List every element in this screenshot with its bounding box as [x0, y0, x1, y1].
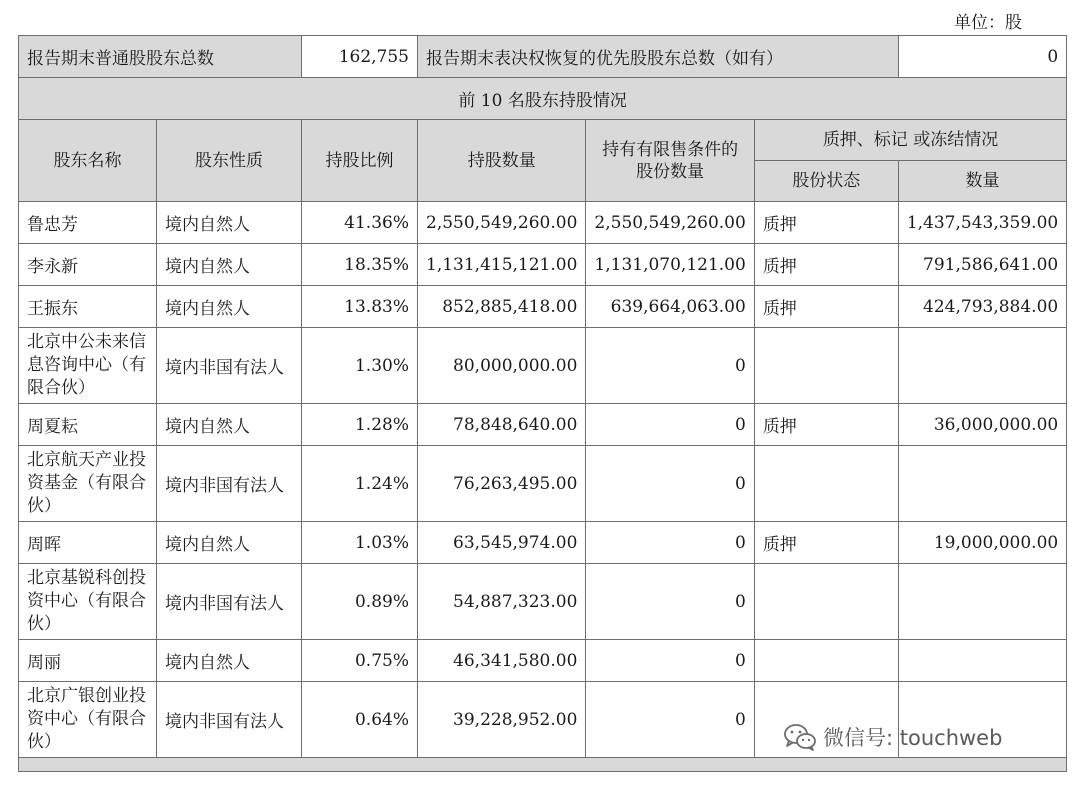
- holding-quantity: 2,550,549,260.00: [418, 202, 586, 244]
- header-row-1: [19, 120, 1067, 161]
- header-pledge-group: 质押、标记 或冻结情况: [754, 120, 1066, 161]
- holding-quantity: 39,228,952.00: [418, 682, 586, 758]
- pledge-amount: 424,793,884.00: [898, 286, 1066, 328]
- unit-label: 单位：股: [954, 13, 1022, 33]
- pledge-status: [754, 328, 898, 404]
- holder-name: 周晖: [19, 522, 157, 564]
- holder-name: 北京航天产业投资基金（有限合伙）: [19, 446, 157, 522]
- holding-ratio: 1.03%: [302, 522, 418, 564]
- holder-nature: 境内自然人: [157, 522, 302, 564]
- holding-quantity: 852,885,418.00: [418, 286, 586, 328]
- shareholder-table: [18, 35, 1067, 772]
- preferred-holders-value: 0: [898, 36, 1066, 78]
- pledge-status: [754, 446, 898, 522]
- restricted-quantity: 0: [586, 564, 754, 640]
- holder-name: 北京广银创业投资中心（有限合伙）: [19, 682, 157, 758]
- holding-quantity: 1,131,415,121.00: [418, 244, 586, 286]
- holding-ratio: 18.35%: [302, 244, 418, 286]
- pledge-amount: [898, 564, 1066, 640]
- table-footer-band: [19, 758, 1067, 772]
- pledge-amount: 791,586,641.00: [898, 244, 1066, 286]
- table-row: [19, 328, 1067, 404]
- holder-nature: 境内非国有法人: [157, 564, 302, 640]
- pledge-status: 质押: [754, 404, 898, 446]
- pledge-status: 质押: [754, 244, 898, 286]
- holder-nature: 境内非国有法人: [157, 328, 302, 404]
- pledge-status: [754, 640, 898, 682]
- holding-ratio: 0.64%: [302, 682, 418, 758]
- holding-ratio: 1.28%: [302, 404, 418, 446]
- holding-quantity: 78,848,640.00: [418, 404, 586, 446]
- holding-ratio: 0.75%: [302, 640, 418, 682]
- holding-ratio: 13.83%: [302, 286, 418, 328]
- pledge-amount: 1,437,543,359.00: [898, 202, 1066, 244]
- holder-nature: 境内自然人: [157, 640, 302, 682]
- restricted-quantity: 0: [586, 404, 754, 446]
- holder-nature: 境内自然人: [157, 286, 302, 328]
- restricted-quantity: 0: [586, 522, 754, 564]
- summary-row: [19, 36, 1067, 78]
- header-quantity: 持股数量: [418, 120, 586, 202]
- pledge-status: [754, 564, 898, 640]
- pledge-amount: 19,000,000.00: [898, 522, 1066, 564]
- table-row: [19, 564, 1067, 640]
- holder-name: 王振东: [19, 286, 157, 328]
- holder-name: 周夏耘: [19, 404, 157, 446]
- table-row: [19, 446, 1067, 522]
- common-holders-value: 162,755: [302, 36, 418, 78]
- pledge-amount: [898, 446, 1066, 522]
- holding-quantity: 76,263,495.00: [418, 446, 586, 522]
- holder-name: 李永新: [19, 244, 157, 286]
- restricted-quantity: 639,664,063.00: [586, 286, 754, 328]
- holder-nature: 境内自然人: [157, 202, 302, 244]
- watermark: [783, 722, 1002, 752]
- holding-quantity: 63,545,974.00: [418, 522, 586, 564]
- pledge-status: 质押: [754, 202, 898, 244]
- holding-ratio: 1.24%: [302, 446, 418, 522]
- header-name: 股东名称: [19, 120, 157, 202]
- table-row: [19, 286, 1067, 328]
- holder-nature: 境内非国有法人: [157, 446, 302, 522]
- holder-nature: 境内自然人: [157, 404, 302, 446]
- holder-nature: 境内非国有法人: [157, 682, 302, 758]
- common-holders-label: 报告期末普通股股东总数: [19, 36, 302, 78]
- holder-name: 鲁忠芳: [19, 202, 157, 244]
- restricted-quantity: 2,550,549,260.00: [586, 202, 754, 244]
- holder-name: 周丽: [19, 640, 157, 682]
- holding-quantity: 54,887,323.00: [418, 564, 586, 640]
- restricted-quantity: 0: [586, 328, 754, 404]
- pledge-amount: [898, 640, 1066, 682]
- table-row: [19, 522, 1067, 564]
- section-title: 前 10 名股东持股情况: [19, 78, 1067, 120]
- table-row: [19, 202, 1067, 244]
- restricted-quantity: 0: [586, 446, 754, 522]
- holding-quantity: 46,341,580.00: [418, 640, 586, 682]
- header-pledge-status: 股份状态: [754, 161, 898, 202]
- table-footer-row: [19, 758, 1067, 772]
- preferred-holders-label: 报告期末表决权恢复的优先股股东总数（如有）: [418, 36, 899, 78]
- restricted-quantity: 1,131,070,121.00: [586, 244, 754, 286]
- section-title-row: [19, 78, 1067, 120]
- pledge-amount: [898, 328, 1066, 404]
- holder-name: 北京基锐科创投资中心（有限合伙）: [19, 564, 157, 640]
- holding-ratio: 0.89%: [302, 564, 418, 640]
- restricted-quantity: 0: [586, 682, 754, 758]
- pledge-status: 质押: [754, 522, 898, 564]
- header-pledge-amount: 数量: [898, 161, 1066, 202]
- restricted-quantity: 0: [586, 640, 754, 682]
- header-ratio: 持股比例: [302, 120, 418, 202]
- header-nature: 股东性质: [157, 120, 302, 202]
- pledge-amount: 36,000,000.00: [898, 404, 1066, 446]
- holding-quantity: 80,000,000.00: [418, 328, 586, 404]
- holding-ratio: 41.36%: [302, 202, 418, 244]
- wechat-icon: [783, 723, 817, 751]
- holder-name: 北京中公未来信息咨询中心（有限合伙）: [19, 328, 157, 404]
- pledge-status: 质押: [754, 286, 898, 328]
- table-row: [19, 640, 1067, 682]
- table-row: [19, 404, 1067, 446]
- header-restricted: 持有有限售条件的股份数量: [586, 120, 754, 202]
- watermark-text: 微信号: touchweb: [823, 726, 1003, 750]
- table-row: [19, 244, 1067, 286]
- holding-ratio: 1.30%: [302, 328, 418, 404]
- holder-nature: 境内自然人: [157, 244, 302, 286]
